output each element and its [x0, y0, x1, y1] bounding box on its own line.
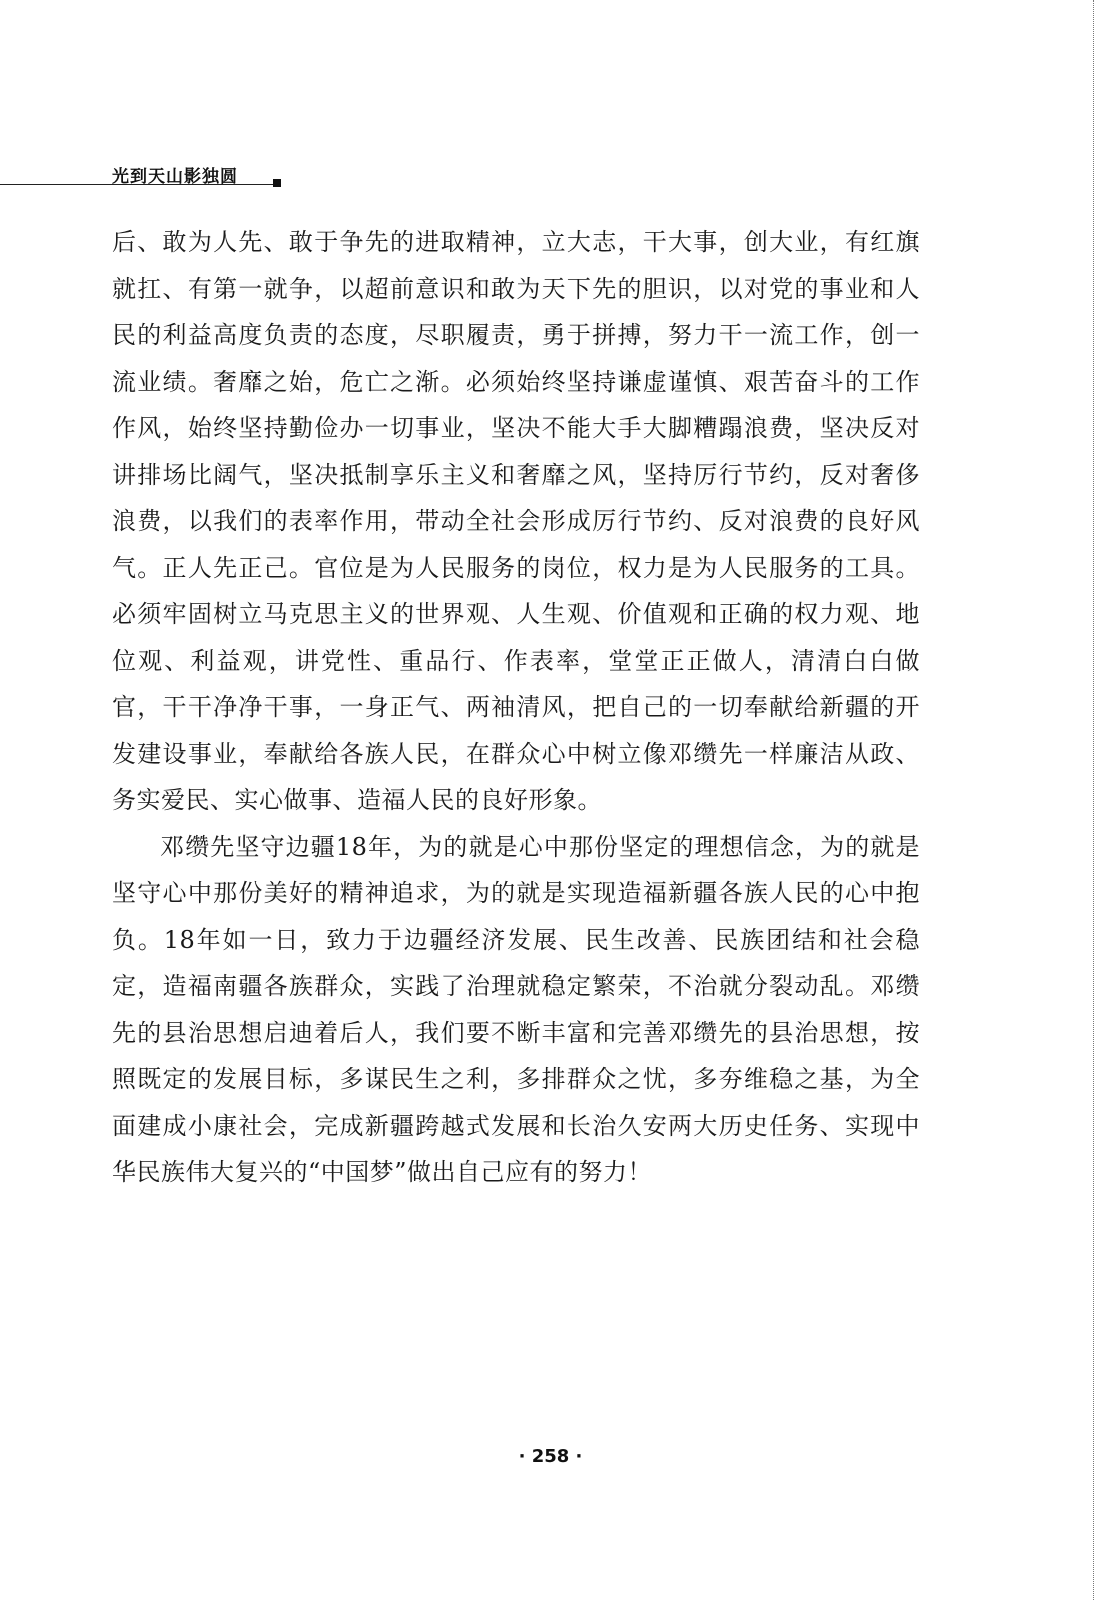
paragraph-2: 邓缵先坚守边疆18年，为的就是心中那份坚定的理想信念，为的就是坚守心中那份美好的精神追求，为的就是实现造福新疆各族人民的心中抱负。18年如一日，致力于边疆经济发展、民生改善、民族团结和社会稳定，造福南疆各族群众，实践了治理就稳定繁荣，不治就分裂动乱。邓缵先的县治思想启迪着后人，我们要不断丰富和完善邓缵先的县治思想，按照既定的发展目标，多谋民生之利，多排群众之忧，多夯维稳之基，为全面建成小康社会，完成新疆跨越式发展和长治久安两大历史任务、实现中华民族伟大复兴的“中国梦”做出自己应有的努力！: [112, 832, 920, 1186]
header-square-mark: [273, 179, 281, 187]
running-header-title: 光到天山影独圆: [112, 167, 238, 187]
scan-edge: [1075, 0, 1101, 1600]
body-text: [112, 219, 920, 1196]
scan-edge-line: [1093, 0, 1094, 1600]
header-rule: [0, 184, 275, 185]
running-header: [0, 162, 285, 187]
page-number: · 258 ·: [518, 1446, 583, 1467]
paragraph-1: 后、敢为人先、敢于争先的进取精神，立大志，干大事，创大业，有红旗就扛、有第一就争，以超前意识和敢为天下先的胆识，以对党的事业和人民的利益高度负责的态度，尽职履责，勇于拼搏，努力干一流工作，创一流业绩。奢靡之始，危亡之渐。必须始终坚持谦虚谨慎、艰苦奋斗的工作作风，始终坚持勤俭办一切事业，坚决不能大手大脚糟蹋浪费，坚决反对讲排场比阔气，坚决抵制享乐主义和奢靡之风，坚持厉行节约，反对奢侈浪费，以我们的表率作用，带动全社会形成厉行节约、反对浪费的良好风气。正人先正己。官位是为人民服务的岗位，权力是为人民服务的工具。必须牢固树立马克思主义的世界观、人生观、价值观和正确的权力观、地位观、利益观，讲党性、重品行、作表率，堂堂正正做人，清清白白做官，干干净净干事，一身正气、两袖清风，把自己的一切奉献给新疆的开发建设事业，奉献给各族人民，在群众心中树立像邓缵先一样廉洁从政、务实爱民、实心做事、造福人民的良好形象。: [112, 228, 920, 814]
